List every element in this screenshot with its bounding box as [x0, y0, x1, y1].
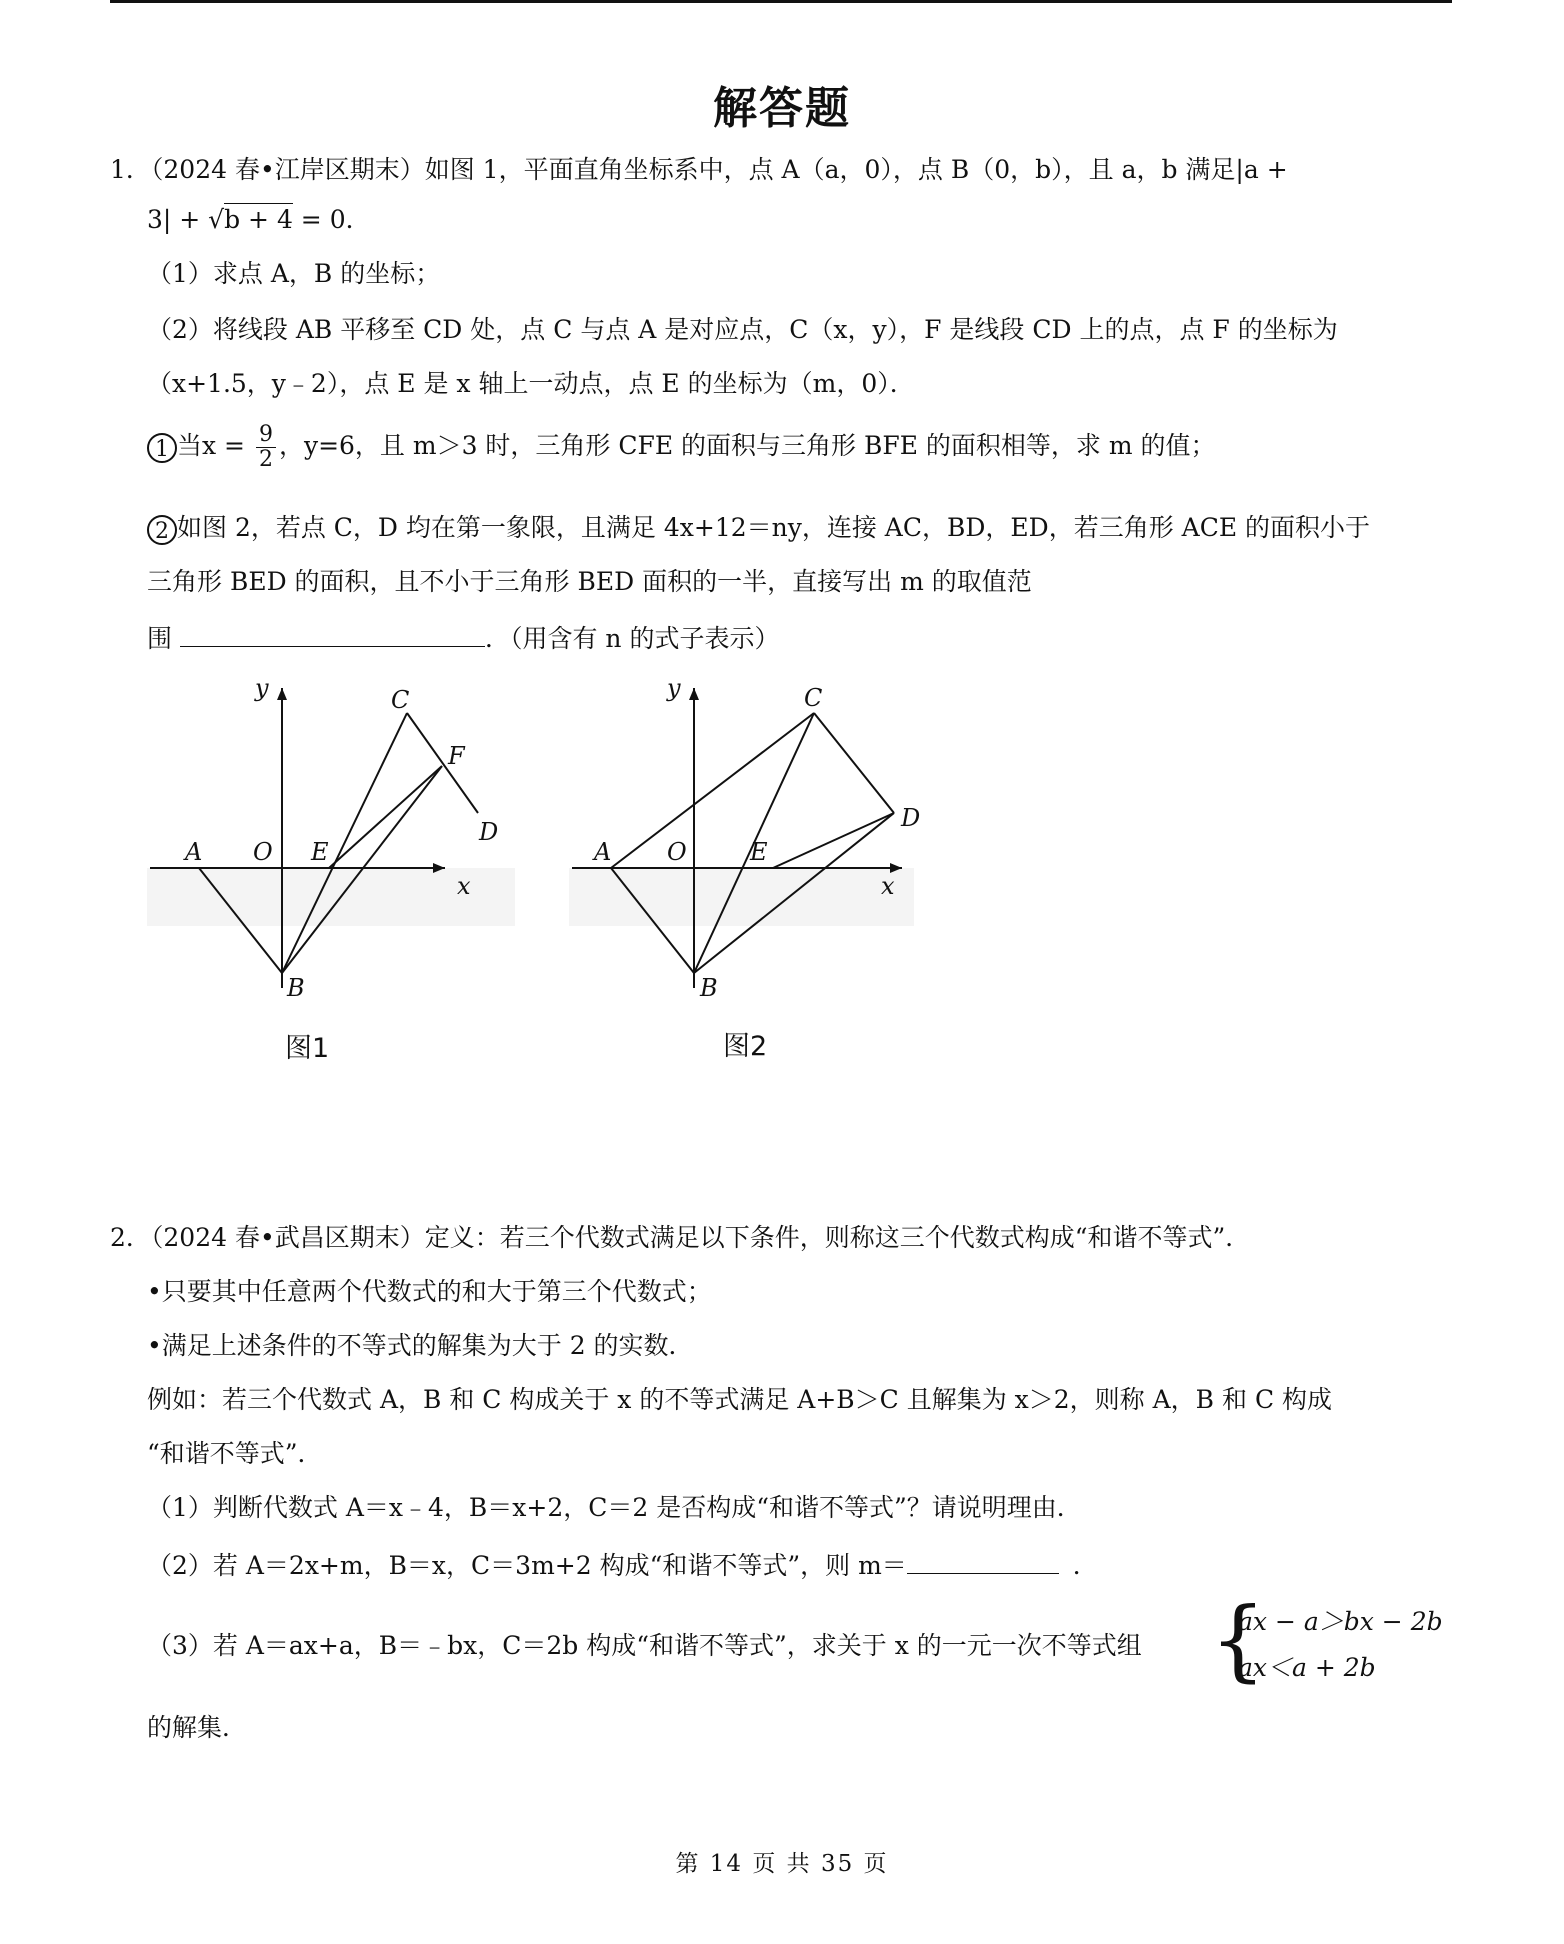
figure-2-shade: [569, 868, 914, 926]
q1-sub-2-line-1: [147, 510, 1370, 546]
sqrt-sign: √: [208, 205, 225, 234]
label-D: D: [479, 818, 499, 846]
q1-sub1-post: ，y=6，且 m＞3 时，三角形 CFE 的面积与三角形 BFE 的面积相等，求 m 的值；: [278, 431, 1216, 460]
q1-sub1-pre: 当x =: [177, 431, 253, 460]
label-E: E: [311, 838, 329, 866]
q1-sub2-text-3b: ．（用含有 n 的式子表示）: [484, 624, 780, 653]
figure-1-caption: 图1: [285, 1033, 330, 1064]
q1-part-1: （1）求点 A，B 的坐标；: [147, 259, 441, 288]
label-F: F: [448, 742, 465, 770]
circled-number-2: 2: [147, 515, 177, 545]
q1-stem-line-2b: = 0．: [292, 205, 371, 234]
q1-sub2-text-1: 如图 2，若点 C，D 均在第一象限，且满足 4x+12＝ny，连接 AC，BD，ED，若三角形 ACE 的面积小于: [177, 513, 1371, 542]
q2-bullet-2: •满足上述条件的不等式的解集为大于 2 的实数．: [147, 1331, 694, 1360]
label-A: A: [185, 838, 203, 866]
label-C: C: [391, 686, 410, 714]
label-B: B: [287, 974, 305, 1002]
fraction: [256, 423, 276, 472]
q1-sub-1: [147, 418, 1216, 474]
answer-blank-2[interactable]: [907, 1545, 1059, 1574]
figure-1: [145, 668, 525, 1008]
segment-BC: [282, 713, 407, 973]
label-A: A: [594, 838, 612, 866]
q2-source: （2024 春•武昌区期末）: [150, 1223, 425, 1252]
q1-sub-2-line-3: [147, 618, 779, 657]
q2-part-2: [147, 1545, 1098, 1584]
segment-EF: [329, 766, 442, 868]
q1-part-2-line-1: （2）将线段 AB 平移至 CD 处，点 C 与点 A 是对应点，C（x，y），F 是线段 CD 上的点，点 F 的坐标为: [147, 315, 1338, 344]
figure-2: [567, 668, 947, 1008]
q2-stem: 定义：若三个代数式满足以下条件，则称这三个代数式构成“和谐不等式”．: [424, 1223, 1251, 1252]
system-brace: {: [1210, 1588, 1266, 1691]
label-x: x: [881, 872, 895, 900]
y-axis-arrow-icon: [277, 688, 287, 700]
label-B: B: [700, 974, 718, 1002]
q2-example-line-1: 例如：若三个代数式 A，B 和 C 构成关于 x 的不等式满足 A+B＞C 且解集为 x＞2，则称 A，B 和 C 构成: [147, 1385, 1333, 1414]
label-O: O: [253, 838, 273, 866]
label-E: E: [750, 838, 768, 866]
q1-source: （2024 春•江岸区期末）: [150, 155, 425, 184]
label-y: y: [667, 674, 681, 702]
q1-sub2-text-3a: 围: [147, 624, 180, 653]
q1-number: 1．: [110, 155, 151, 184]
system-row-1: ax − a＞bx − 2b: [1238, 1607, 1443, 1636]
page-footer: 第 14 页 共 35 页: [675, 1851, 889, 1877]
q2-example-line-2: “和谐不等式”．: [147, 1439, 323, 1468]
fraction-denominator: 2: [258, 447, 273, 472]
q2-part-2-end: ．: [1072, 1551, 1098, 1580]
figure-2-caption: 图2: [723, 1031, 768, 1062]
q2-number: 2．: [110, 1223, 151, 1252]
q2-part-2-text: （2）若 A＝2x+m，B＝x，C＝3m+2 构成“和谐不等式”，则 m＝: [147, 1551, 907, 1580]
label-D: D: [901, 804, 921, 832]
label-x: x: [457, 872, 471, 900]
answer-blank-1[interactable]: [180, 618, 485, 647]
q2-bullet-1: •只要其中任意两个代数式的和大于第三个代数式；: [147, 1277, 712, 1306]
q1-stem-line-1: 如图 1，平面直角坐标系中，点 A（a，0），点 B（0，b），且 a，b 满足|a +: [424, 155, 1288, 184]
label-C: C: [804, 684, 823, 712]
system-row-2: ax＜a + 2b: [1238, 1653, 1376, 1682]
q2-line-1: [110, 1220, 1250, 1256]
label-y: y: [255, 674, 269, 702]
segment-ED: [773, 813, 894, 868]
q1-part-2-line-2: （x+1.5，y﹣2），点 E 是 x 轴上一动点，点 E 的坐标为（m，0）．: [147, 369, 915, 398]
q1-line-1: [110, 152, 1288, 188]
q1-line-2: [147, 202, 371, 238]
q2-part-1: （1）判断代数式 A＝x﹣4，B＝x+2，C＝2 是否构成“和谐不等式”？请说明理由．: [147, 1493, 1082, 1522]
top-rule: [110, 0, 1452, 3]
q1-sub-2-line-2: 三角形 BED 的面积，且不小于三角形 BED 面积的一半，直接写出 m 的取值范: [147, 567, 1032, 596]
circled-number-1: 1: [147, 433, 177, 463]
q2-part-3: （3）若 A＝ax+a，B＝﹣bx，C＝2b 构成“和谐不等式”，求关于 x 的一元一次不等式组: [147, 1631, 1142, 1660]
fraction-numerator: 9: [256, 423, 276, 448]
q1-sqrt-radicand: b + 4: [224, 205, 293, 234]
section-title: 解答题: [713, 83, 851, 134]
y-axis-arrow-icon: [689, 688, 699, 700]
segment-AC: [611, 713, 814, 868]
segment-CD: [814, 713, 894, 813]
label-O: O: [667, 838, 687, 866]
q1-stem-line-2a: 3| +: [147, 205, 209, 234]
q2-part-3-end: 的解集．: [147, 1713, 248, 1742]
